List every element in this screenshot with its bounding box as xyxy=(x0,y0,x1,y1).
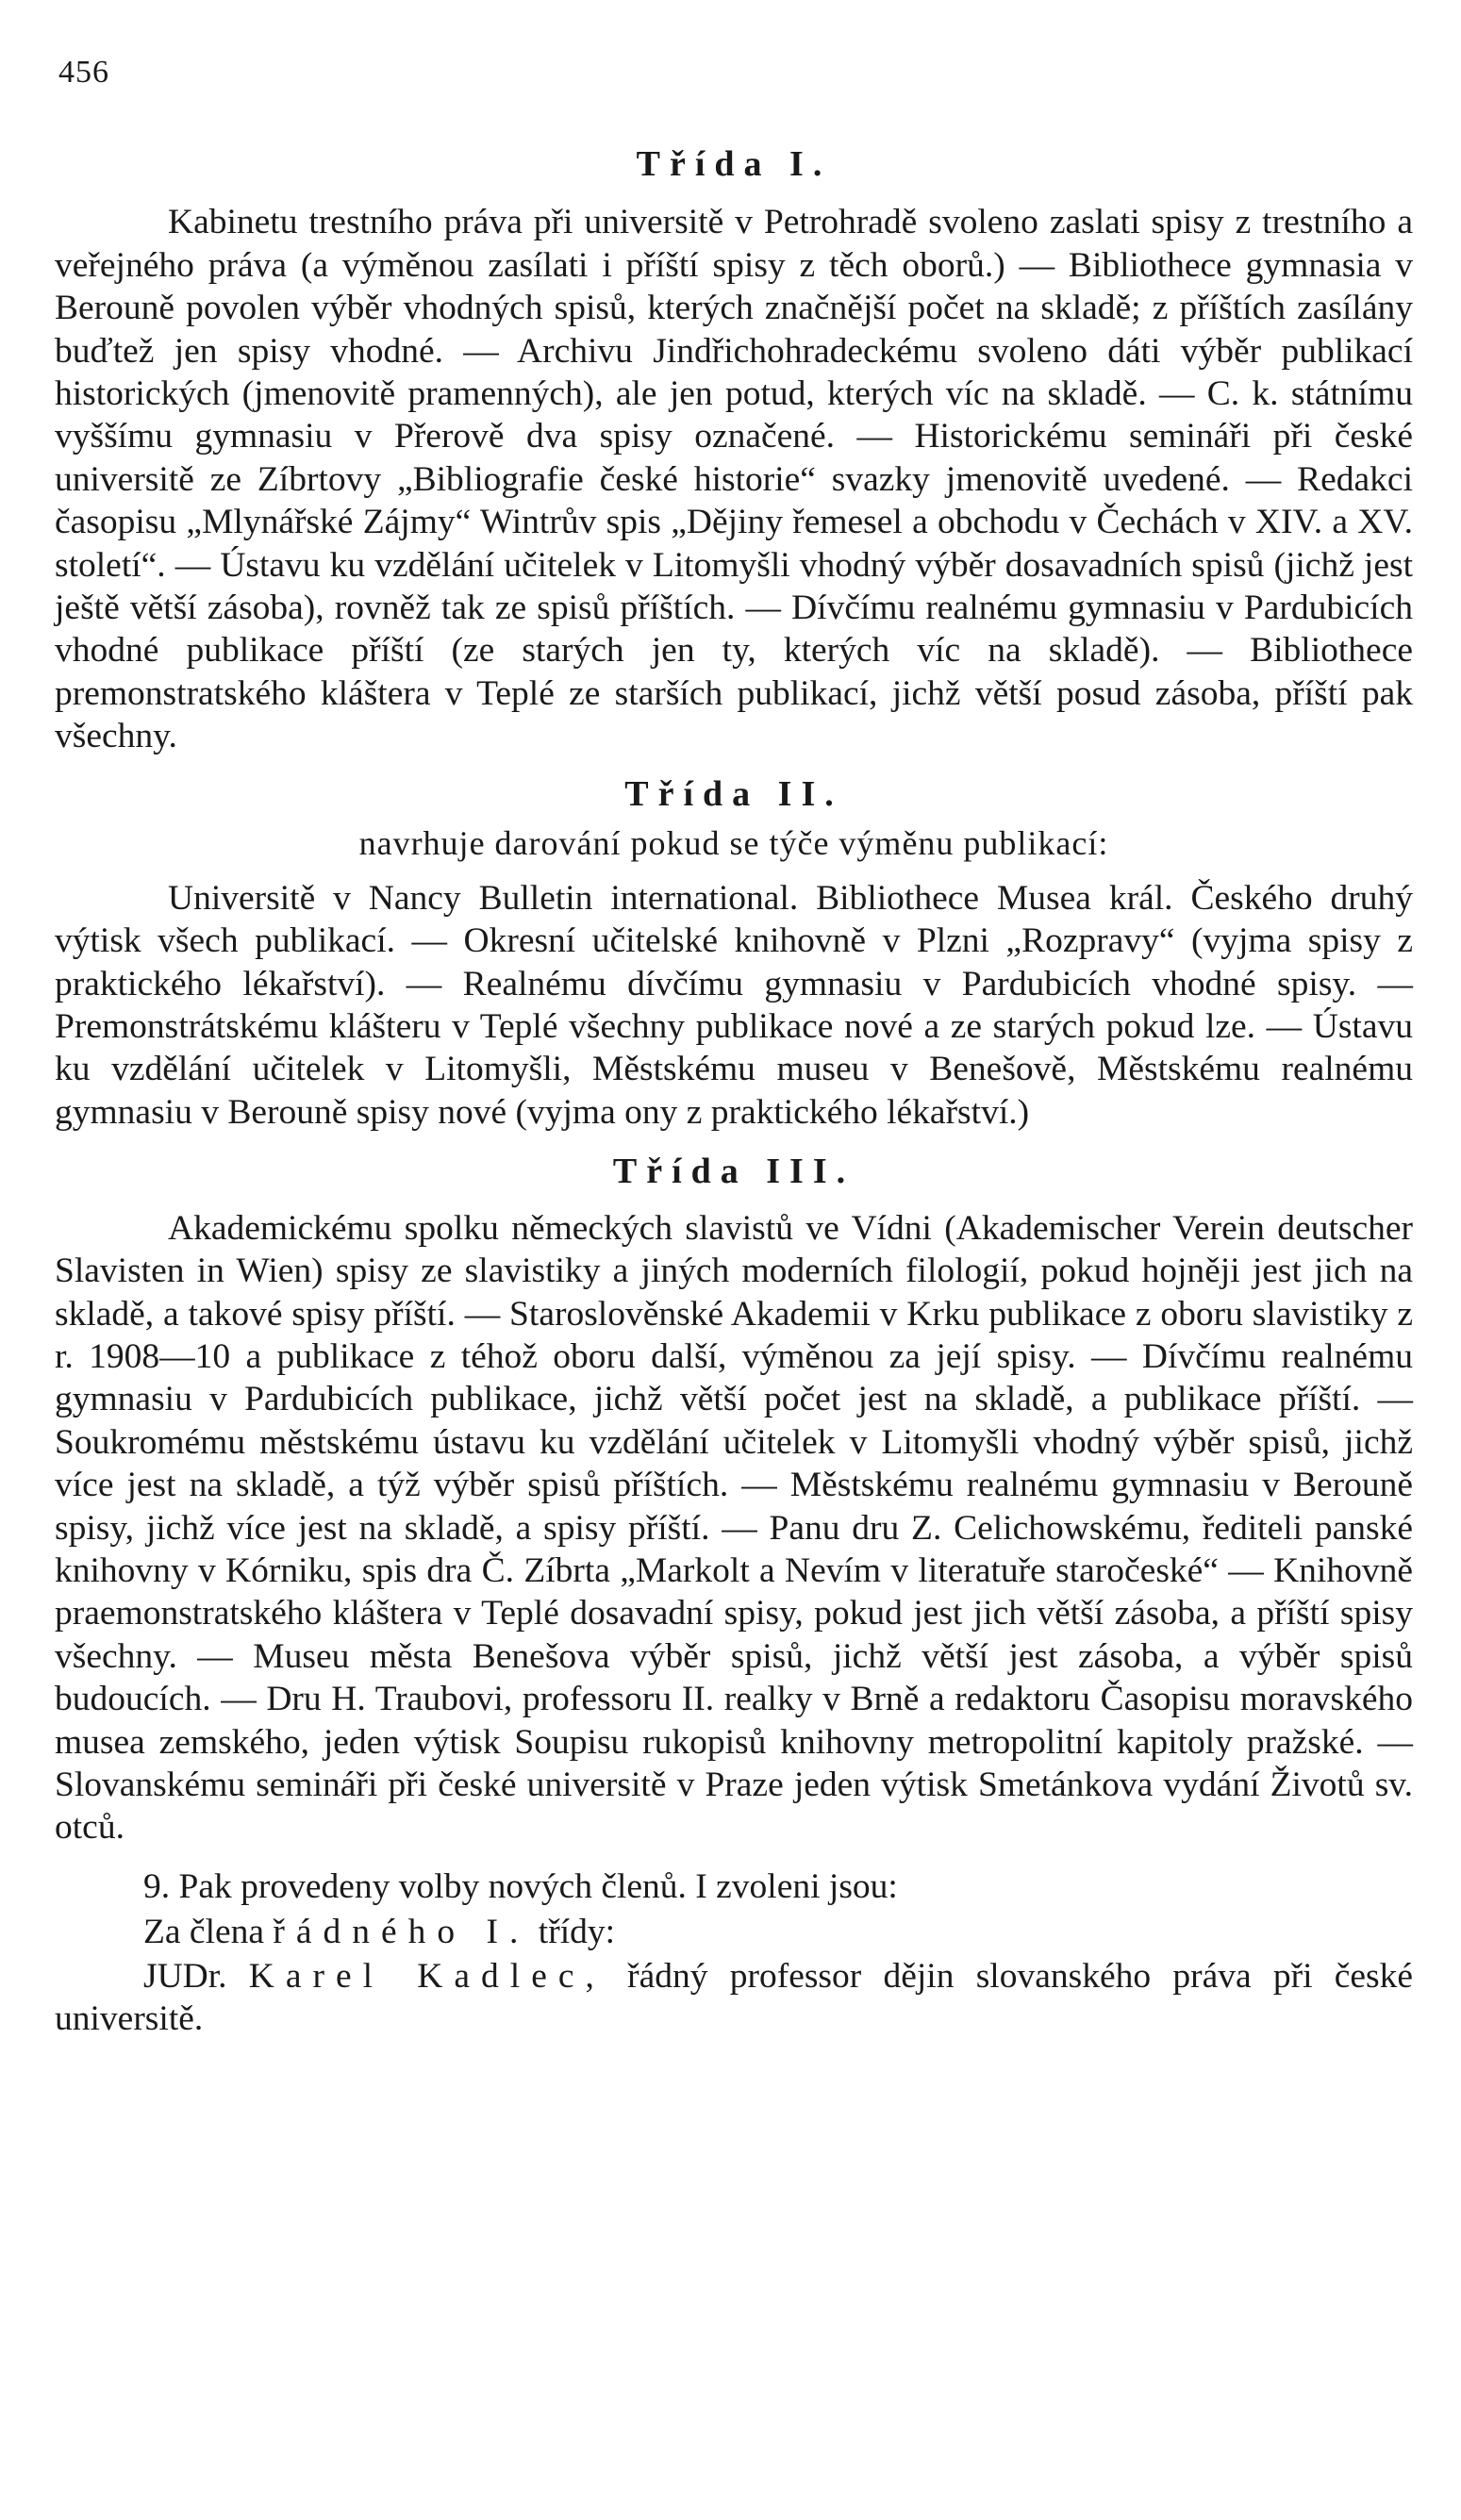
section-2-subheading: navrhuje darování pokud se týče výměnu publikací: xyxy=(358,824,1109,863)
member-prefix: Za člena xyxy=(143,1912,265,1951)
member-title: JUDr. xyxy=(143,1956,227,1996)
item-9-line: 9. Pak provedeny volby nových členů. I zvoleni jsou: xyxy=(143,1866,898,1906)
page-number: 456 xyxy=(58,55,109,90)
elected-member-entry xyxy=(55,1955,1413,2040)
member-suffix: třídy: xyxy=(538,1912,616,1951)
section-heading-class-3: Třída III. xyxy=(612,1152,855,1192)
page-content xyxy=(55,141,1413,2040)
member-type: řádného I. xyxy=(273,1912,530,1951)
section-2-paragraph: Universitě v Nancy Bulletin international. Bibliothece Musea král. Českého druhý výtisk všech publikací. — Okresní učitelské knihovně v Plzni „Rozpravy“ (vyjma spisy z praktického lékařství). — Realnému dívčímu gymnasiu v Pardubicích vhodné spisy. — Premonstrátskému klášteru v Teplé všechny publikace nové a ze starých pokud lze. — Ústavu ku vzdělání učitelek v Litomyšli, Městskému museu v Benešově, Městskému realnému gymnasiu v Berouně spisy nové (vyjma ony z praktického lékařství.) xyxy=(55,878,1413,1132)
member-class-line xyxy=(55,1910,1413,1955)
section-heading-class-2: Třída II. xyxy=(624,773,843,814)
section-1-paragraph: Kabinetu trestního práva při universitě v Petrohradě svoleno zaslati spisy z trestního a veřejného práva (a výměnou zasílati i příští spisy z těch oborů.) — Bibliothece gymnasia v Berouně povolen výběr vhodných spisů, kterých značnější počet na skladě; z příštích zasílány buďtež jen spisy vhodné. — Archivu Jindřichohradeckému svoleno dáti výběr publikací historických (jmenovitě pramenných), ale jen potud, kterých víc na skladě. — C. k. státnímu vyššímu gymnasiu v Přerově dva spisy označené. — Historickému semináři při české universitě ze Zíbrtovy „Bibliografie české historie“ svazky jmenovitě uvedené. — Redakci časopisu „Mlynářské Zájmy“ Wintrův spis „Dějiny řemesel a obchodu v Čechách v XIV. a XV. století“. — Ústavu ku vzdělání učitelek v Litomyšli vhodný výběr dosavadních spisů (jichž jest ještě větší zásoba), rovněž tak ze spisů příštích. — Dívčímu realnému gymnasiu v Pardubicích vhodné publikace příští (ze starých jen ty, kterých víc na skladě). — Bibliothece premonstratského kláštera v Teplé ze starších publikací, jichž větší posud zásoba, příští pak všechny. xyxy=(55,203,1413,756)
section-heading-class-1: Třída I. xyxy=(636,144,832,184)
section-3-paragraph: Akademickému spolku německých slavistů ve Vídni (Akademischer Verein deutscher Slavisten in Wien) spisy ze slavistiky a jiných moderních filologií, pokud hojněji jest jich na skladě, a takové spisy příští. — Staroslověnské Akademii v Krku publikace z oboru slavistiky z r. 1908—10 a publikace z téhož oboru další, výměnou za její spisy. — Dívčímu realnému gymnasiu v Pardubicích publikace, jichž větší počet jest na skladě, a publikace příští. — Soukromému městskému ústavu ku vzdělání učitelek v Litomyšli vhodný výběr spisů, jichž více jest na skladě, a týž výběr spisů příštích. — Městskému realnému gymnasiu v Berouně spisy, jichž více jest na skladě, a spisy příští. — Panu dru Z. Celichowskému, řediteli panské knihovny v Kórniku, spis dra Č. Zíbrta „Markolt a Nevím v literatuře staročeské“ — Knihovně praemonstratského kláštera v Teplé dosavadní spisy, pokud jest jich větší zásoba, a příští spisy všechny. — Museu města Benešova výběr spisů, jichž větší jest zásoba, a výběr spisů budoucích. — Dru H. Traubovi, professoru II. realky v Brně a redaktoru Časopisu moravského musea zemského, jeden výtisk Soupisu rukopisů knihovny metropolitní kapitoly pražské. — Slovanskému semináři při české universitě v Praze jeden výtisk Smetánkova vydání Životů sv. otců. xyxy=(55,1208,1413,1848)
member-description: řádný professor dějin slovanského práva při české universitě. xyxy=(55,1956,1414,2038)
member-name: Karel Kadlec, xyxy=(248,1956,606,1996)
